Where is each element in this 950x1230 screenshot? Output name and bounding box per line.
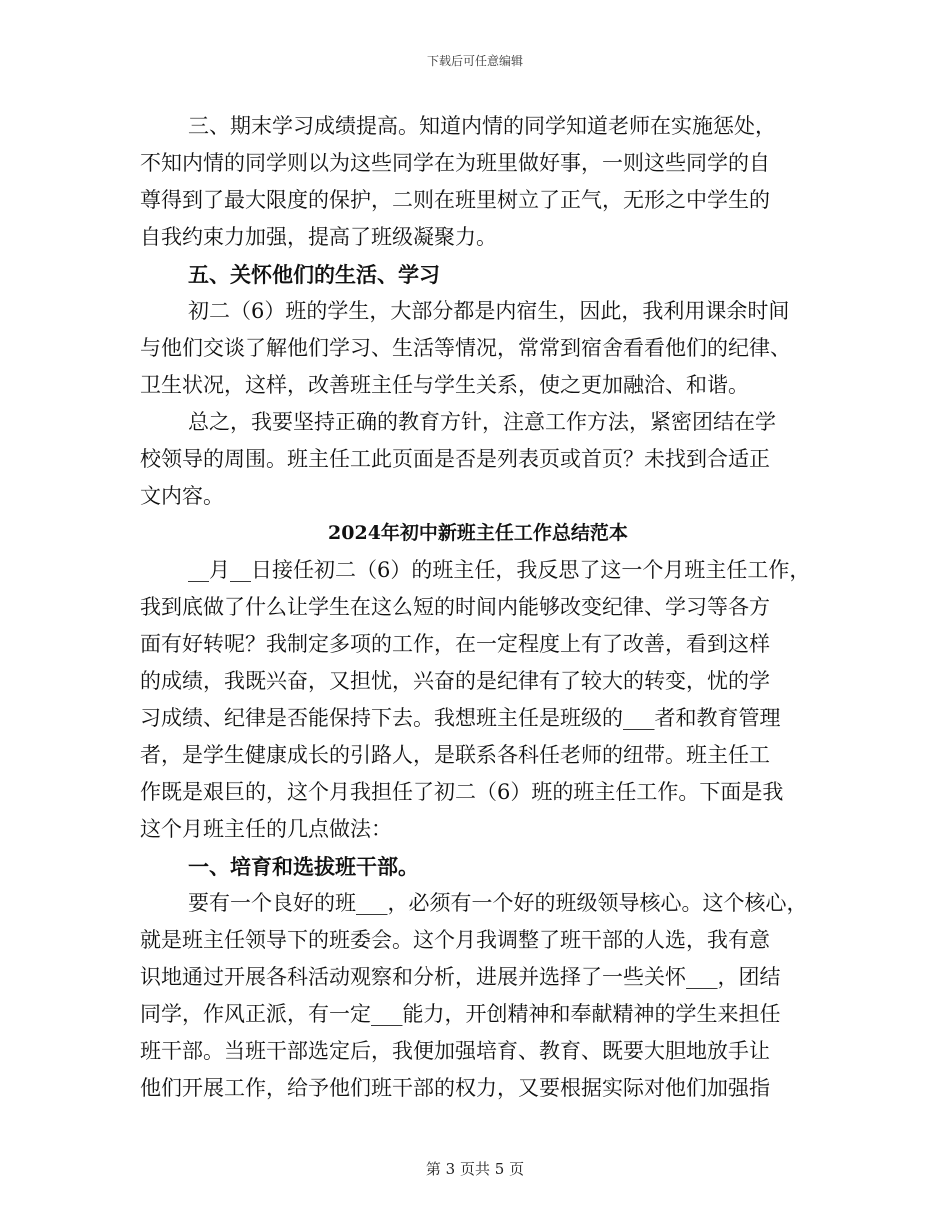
text-line: 班干部。当班干部选定后，我便加强培育、教育、既要大胆地放手让 bbox=[140, 1039, 770, 1063]
text-line: 者，是学生健康成长的引路人，是联系各科任老师的纽带。班主任工 bbox=[140, 743, 770, 767]
text-line: 总之，我要坚持正确的教育方针，注意工作方法，紧密团结在学 bbox=[188, 410, 776, 434]
text-line: 不知内情的同学则以为这些同学在为班里做好事，一则这些同学的自 bbox=[140, 151, 770, 175]
text-line: 同学，作风正派，有一定___能力，开创精神和奉献精神的学生来担任 bbox=[140, 1002, 781, 1026]
text-line: 初二（6）班的学生，大部分都是内宿生，因此，我利用课余时间 bbox=[188, 299, 790, 323]
text-line: 三、期末学习成绩提高。知道内情的同学知道老师在实施惩处， bbox=[188, 114, 776, 138]
section-heading: 五、关怀他们的生活、学习 bbox=[188, 262, 440, 287]
text-line: 这个月班主任的几点做法： bbox=[140, 817, 392, 841]
text-line: 校领导的周围。班主任工此页面是否是列表页或首页？未找到合适正 bbox=[140, 447, 770, 471]
text-line: 他们开展工作，给予他们班干部的权力，又要根据实际对他们加强指 bbox=[140, 1076, 770, 1100]
text-line: 作既是艰巨的，这个月我担任了初二（6）班的班主任工作。下面是我 bbox=[140, 780, 784, 804]
text-line: 就是班主任领导下的班委会。这个月我调整了班干部的人选，我有意 bbox=[140, 928, 770, 952]
document-body bbox=[140, 108, 816, 1107]
document-title: 2024年初中新班主任工作总结范本 bbox=[328, 522, 628, 544]
text-line: 习成绩、纪律是否能保持下去。我想班主任是班级的___者和教育管理 bbox=[140, 706, 781, 730]
text-line: 我到底做了什么让学生在这么短的时间内能够改变纪律、学习等各方 bbox=[140, 595, 770, 619]
text-line: __月__日接任初二（6）的班主任，我反思了这一个月班主任工作， bbox=[188, 558, 811, 582]
text-line: 自我约束力加强，提高了班级凝聚力。 bbox=[140, 225, 497, 249]
text-line: 文内容。 bbox=[140, 484, 224, 508]
text-line: 识地通过开展各科活动观察和分析，进展并选择了一些关怀___，团结 bbox=[140, 965, 781, 989]
page-footer: 第 3 页共 5 页 bbox=[425, 1160, 525, 1178]
text-line: 面有好转呢？我制定多项的工作，在一定程度上有了改善，看到这样 bbox=[140, 632, 770, 656]
text-line: 卫生状况，这样，改善班主任与学生关系，使之更加融洽、和谐。 bbox=[140, 373, 749, 397]
text-line: 要有一个良好的班___，必须有一个好的班级领导核心。这个核心， bbox=[188, 891, 808, 915]
section-heading: 一、培育和选拔班干部。 bbox=[188, 854, 419, 879]
text-line: 尊得到了最大限度的保护，二则在班里树立了正气，无形之中学生的 bbox=[140, 188, 770, 212]
page-header: 下载后可任意编辑 bbox=[426, 54, 523, 68]
text-line: 与他们交谈了解他们学习、生活等情况，常常到宿舍看看他们的纪律、 bbox=[140, 336, 791, 360]
text-line: 的成绩，我既兴奋，又担忧，兴奋的是纪律有了较大的转变，忧的学 bbox=[140, 669, 770, 693]
